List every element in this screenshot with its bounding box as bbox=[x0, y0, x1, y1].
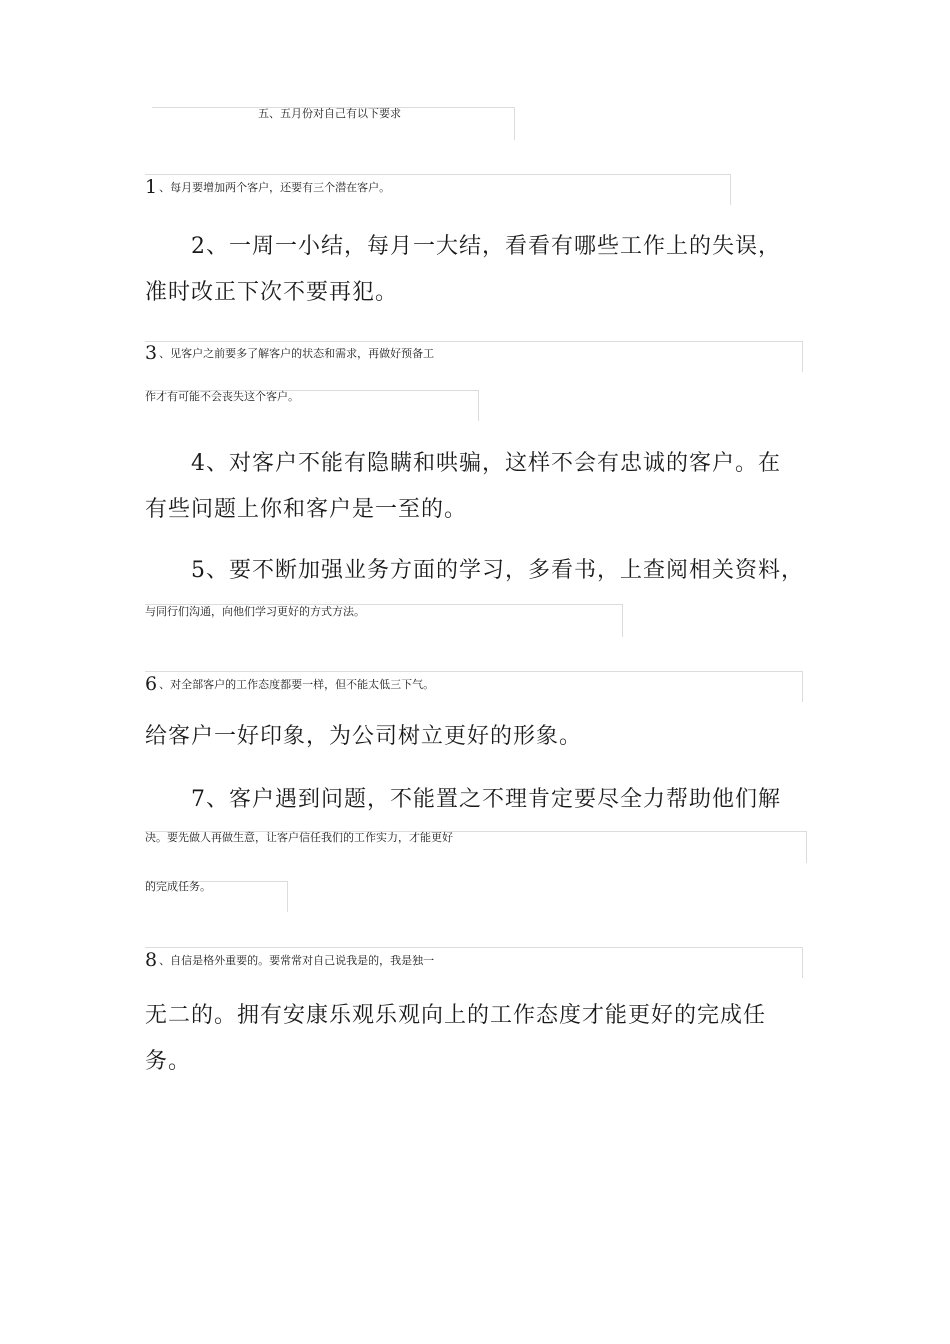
item-7-line-3: 的完成任务。 bbox=[145, 880, 211, 893]
item-8-number: 8 bbox=[145, 949, 158, 971]
item-6-line-1 bbox=[145, 673, 435, 695]
item-8-line-1 bbox=[145, 949, 435, 971]
item-4 bbox=[145, 441, 815, 533]
item-8-continuation bbox=[145, 993, 815, 1085]
item-7 bbox=[145, 777, 815, 823]
item-3-line-2: 作才有可能不会丧失这个客户。 bbox=[145, 390, 299, 403]
item-7-line-1: 7、客户遇到问题，不能置之不理肯定要尽全力帮助他们解 bbox=[191, 787, 781, 812]
item-2-line-2: 准时改正下次不要再犯。 bbox=[145, 280, 399, 305]
item-1-number: 1 bbox=[145, 176, 158, 198]
item-1 bbox=[145, 176, 391, 198]
item-4-line-1: 4、对客户不能有隐瞒和哄骗，这样不会有忠诚的客户。在 bbox=[191, 451, 781, 476]
item-6-number: 6 bbox=[145, 673, 158, 695]
item-5 bbox=[145, 548, 815, 594]
item-6-continuation bbox=[145, 714, 815, 760]
item-8-line-2: 无二的。拥有安康乐观乐观向上的工作态度才能更好的完成任 bbox=[145, 1003, 767, 1028]
section-heading: 五、五月份对自己有以下要求 bbox=[258, 107, 401, 120]
item-3-text: 、见客户之前要多了解客户的状态和需求，再做好预备工 bbox=[159, 347, 435, 360]
item-6-line-2: 给客户一好印象，为公司树立更好的形象。 bbox=[145, 724, 583, 749]
item-2 bbox=[145, 224, 815, 316]
item-8-line-3: 务。 bbox=[145, 1049, 192, 1074]
item-5-line-1: 5、要不断加强业务方面的学习，多看书，上查阅相关资料， bbox=[191, 558, 804, 583]
item-2-line-1: 2、一周一小结，每月一大结，看看有哪些工作上的失误， bbox=[191, 234, 781, 259]
item-5-line-2: 与同行们沟通，向他们学习更好的方式方法。 bbox=[145, 605, 365, 618]
item-6-text: 、对全部客户的工作态度都要一样，但不能太低三下气。 bbox=[159, 678, 435, 691]
item-4-line-2: 有些问题上你和客户是一至的。 bbox=[145, 497, 468, 522]
item-1-text: 、每月要增加两个客户，还要有三个潜在客户。 bbox=[159, 181, 391, 194]
item-7-line-2: 决。要先做人再做生意，让客户信任我们的工作实力，才能更好 bbox=[145, 831, 453, 844]
item-3-number: 3 bbox=[145, 342, 158, 364]
item-3-line-1 bbox=[145, 342, 435, 364]
item-8-text: 、自信是格外重要的。要常常对自己说我是的，我是独一 bbox=[159, 954, 435, 967]
